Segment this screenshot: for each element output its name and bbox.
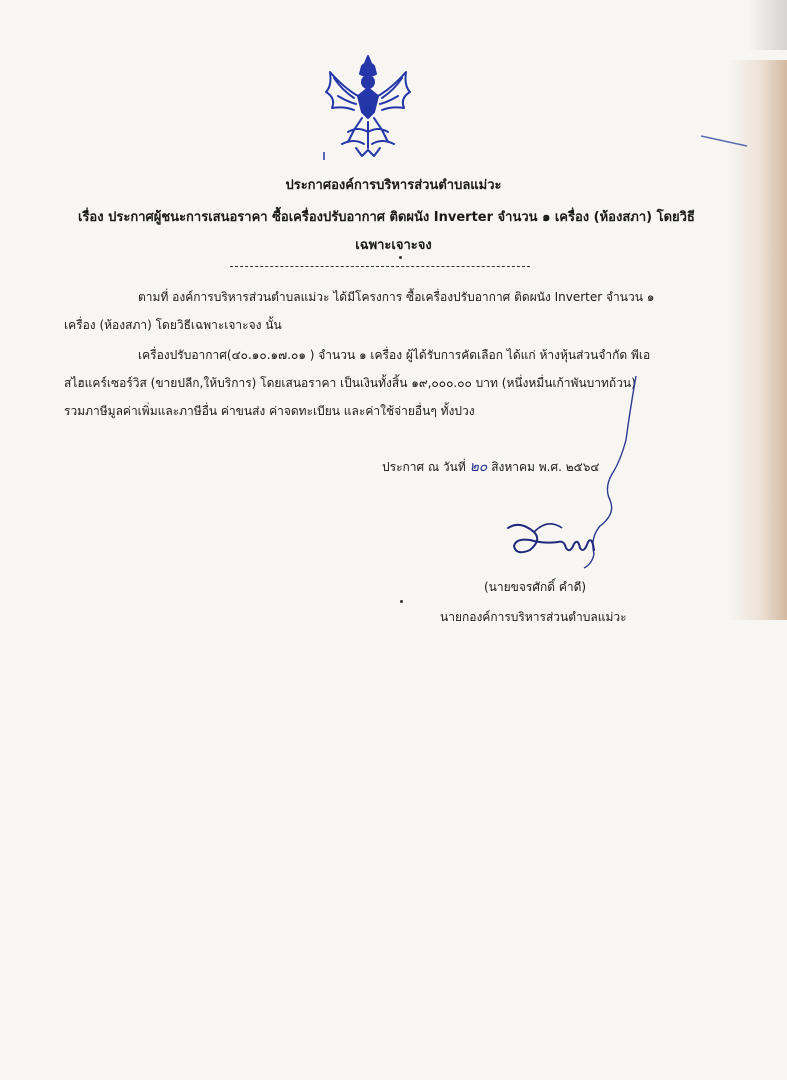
ink-dot-2 (400, 600, 403, 603)
announce-prefix: ประกาศ ณ วันที่ (382, 460, 466, 474)
para1-line2: เครื่อง (ห้องสภา) โดยวิธีเฉพาะเจาะจง นั้น (64, 318, 282, 332)
para1-line1: ตามที่ องค์การบริหารส่วนตำบลแม่วะ ได้มีโครงการ ซื้อเครื่องปรับอากาศ ติดผนัง Inverter จำนวน ๑ (138, 290, 655, 304)
para2-line2: สไฮแคร์เซอร์วิส (ขายปลีก,ให้บริการ) โดยเสนอราคา เป็นเงินทั้งสิ้น ๑๙,๐๐๐.๐๐ บาท (หนึ่งหมื่นเก้าพันบาทถ้วน) (64, 376, 636, 390)
announce-month-year: สิงหาคม พ.ศ. ๒๕๖๔ (491, 460, 600, 474)
paper-stain-top (747, 0, 787, 50)
garuda-emblem-icon (318, 52, 418, 164)
para2-line1: เครื่องปรับอากาศ(๔๐.๑๐.๑๗.๐๑ ) จำนวน ๑ เครื่อง ผู้ได้รับการคัดเลือก ได้แก่ ห้างหุ้นส่วนจำกัด พีเอ (138, 348, 651, 362)
edge-mark (699, 130, 749, 150)
announce-date (382, 456, 599, 478)
subject-line-2: เฉพาะเจาะจง (355, 238, 432, 253)
handwritten-day: ๒๐ (469, 459, 488, 475)
signatory-position: นายกองค์การบริหารส่วนตำบลแม่วะ (440, 610, 627, 624)
divider-line (230, 266, 530, 267)
subject-line-1: เรื่อง ประกาศผู้ชนะการเสนอราคา ซื้อเครื่องปรับอากาศ ติดผนัง Inverter จำนวน ๑ เครื่อง (ห้องสภา) โดยวิธี (78, 210, 695, 225)
signatory-name: (นายขจรศักดิ์ คำดี) (484, 580, 587, 594)
para2-line3: รวมภาษีมูลค่าเพิ่มและภาษีอื่น ค่าขนส่ง ค่าจดทะเบียน และค่าใช้จ่ายอื่นๆ ทั้งปวง (64, 404, 475, 418)
org-title: ประกาศองค์การบริหารส่วนตำบลแม่วะ (285, 178, 502, 193)
handwritten-signature-icon (500, 514, 600, 566)
ink-dot (399, 256, 402, 259)
